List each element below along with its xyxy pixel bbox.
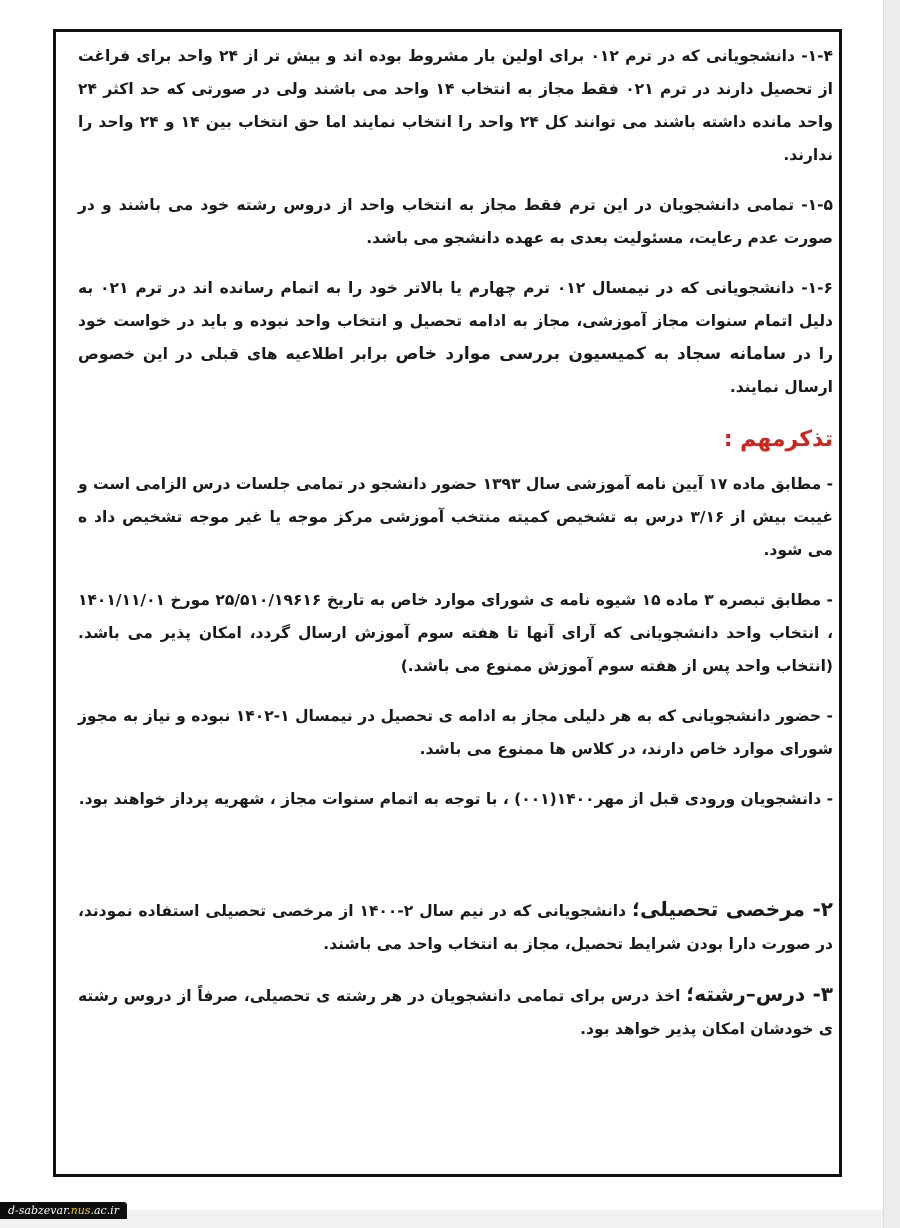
section-3-course <box>78 978 833 1046</box>
site-watermark-logo <box>0 1202 127 1219</box>
notice-item: - مطابق ماده ۱۷ آیین نامه آموزشی سال ۱۳۹۳ حضور دانشجو در تمامی جلسات درس الزامی است و غیبت بیش از ۳/۱۶ درس به تشخیص کمیته منتخب آموزشی مرکز موجه یا غیر موجه تشخیص داد ه می شود. <box>78 475 834 559</box>
notice-item: - مطابق تبصره ۳ ماده ۱۵ شیوه نامه ی شورای موارد خاص به تاریخ ۲۵/۵۱۰/۱۹۶۱۶ مورخ ۱۴۰۱/۱۱/۰۱ ، انتخاب واحد دانشجویانی که آرای آنها تا هفته سوم آموزش ارسال گردد، امکان پذیر می باشد.(انتخاب واحد پس از هفته سوم آموزش ممنوع می باشد.) <box>78 591 833 675</box>
paragraph-1-6-text-c: برابر اطلاعیه های قبلی در این خصوص ارسال نمایند. <box>78 345 833 396</box>
paragraph-1-5: ۱-۵- تمامی دانشجویان در این ترم فقط مجاز به انتخاب واحد از دروس رشته خود می باشند و در صورت عدم رعایت، مسئولیت بعدی به عهده دانشجو می باشد. <box>78 196 833 247</box>
section-2-text: دانشجویانی که در نیم سال ۲-۱۴۰۰ از مرخصی تحصیلی استفاده نمودند، در صورت دارا بودن شرایط تحصیل، مجاز به انتخاب واحد می باشند. <box>78 902 833 953</box>
section-3-heading: ۳- درس–رشته؛ <box>686 982 833 1006</box>
section-3-text: اخذ درس برای تمامی دانشجویان در هر رشته ی تحصیلی، صرفاً از دروس رشته ی خودشان امکان پذیر خواهد بود. <box>78 987 833 1038</box>
notice-item: - حضور دانشجویانی که به هر دلیلی مجاز به ادامه ی تحصیل در نیمسال ۱-۱۴۰۲ نبوده و نیاز به مجوز شورای موارد خاص دارند، در کلاس ها ممنوع می باشد. <box>78 707 833 758</box>
document-body <box>78 40 833 1063</box>
logo-accent: nus <box>70 1204 91 1217</box>
special-cases-commission: کمیسیون بررسی موارد خاص <box>395 344 646 364</box>
paragraph-1-6-text-a: ۱-۶- دانشجویانی که در نیمسال ۰۱۲ ترم چهارم یا بالاتر خود را به اتمام رسانده اند در ترم ۰۲۱ به دلیل اتمام سنوات مجاز آموزشی، مجاز به ادامه تحصیل و انتخاب واحد نبوده و باید در خواست خود را در <box>78 279 834 363</box>
logo-prefix: d-sabzevar. <box>8 1204 71 1217</box>
section-2-heading: ۲- مرخصی تحصیلی؛ <box>632 897 833 921</box>
section-2-leave <box>78 893 833 961</box>
paragraph-1-4: ۱-۴- دانشجویانی که در ترم ۰۱۲ برای اولین بار مشروط بوده اند و بیش تر از ۲۴ واحد برای فراغت از تحصیل دارند در ترم ۰۲۱ فقط مجاز به انتخاب ۱۴ واحد می باشند ولی در صورتی که حد اکثر ۲۴ واحد مانده داشته باشند می توانند کل ۲۴ واحد را انتخاب نمایند اما حق انتخاب بین ۱۴ و ۲۴ واحد را ندارند. <box>78 47 834 164</box>
paragraph-1-6 <box>78 272 833 404</box>
sajad-system-name: سامانه سجاد <box>676 344 787 364</box>
paragraph-1-6-text-b: به <box>653 345 670 363</box>
logo-suffix: .ac.ir <box>90 1204 119 1217</box>
notice-item: - دانشجویان ورودی قبل از مهر۱۴۰۰(۰۰۱) ، با توجه به اتمام سنوات مجاز ، شهریه پرداز خواهند بود. <box>78 790 833 808</box>
viewer-edge <box>883 0 900 1228</box>
spacer <box>78 833 833 893</box>
important-notice-title: تذکرمهم : <box>723 427 833 452</box>
